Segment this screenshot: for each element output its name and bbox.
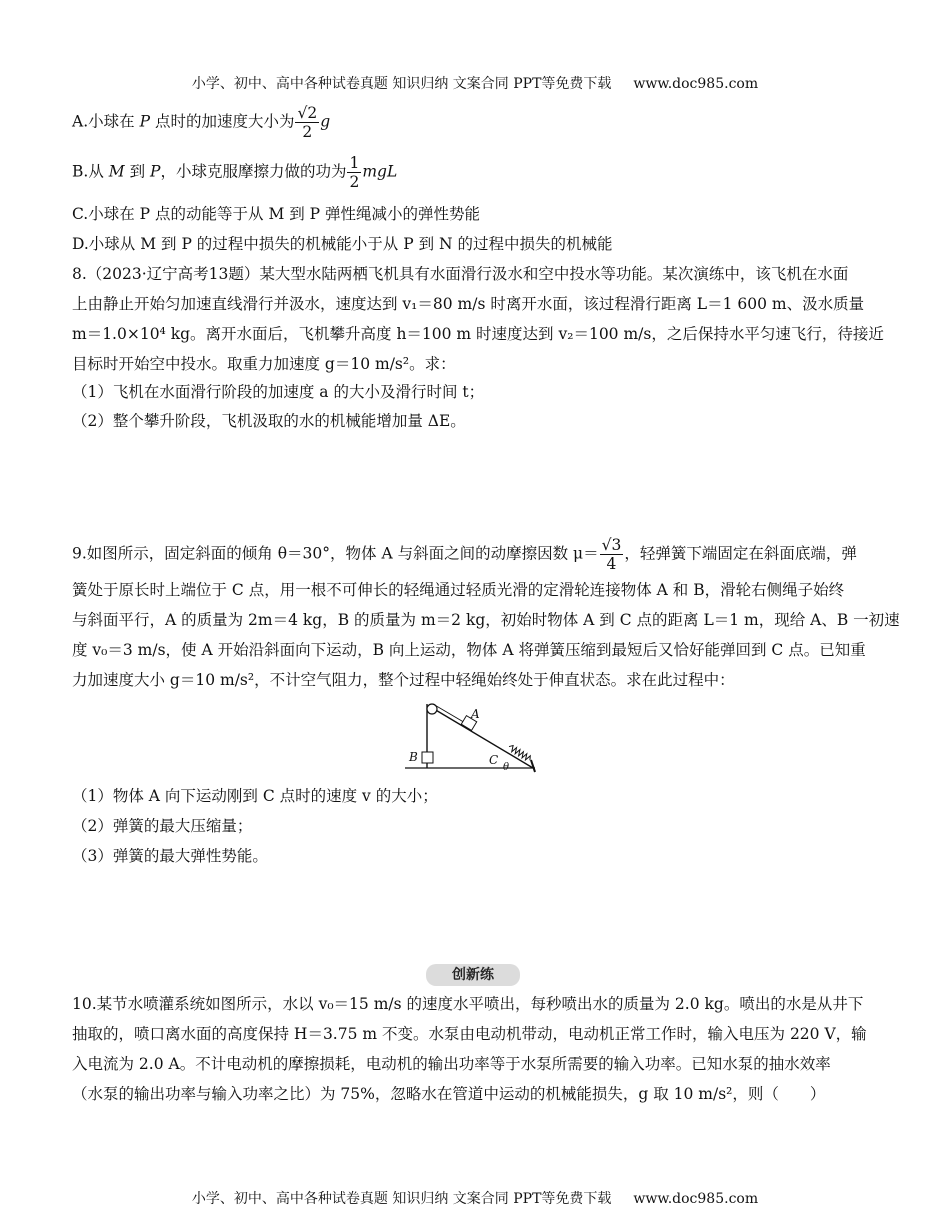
section-tag-innovation: 创新练 (426, 964, 520, 986)
q9-line-2: 簧处于原长时上端位于 C 点，用一根不可伸长的轻绳通过轻质光滑的定滑轮连接物体 A 和 B，滑轮右侧绳子始终 (72, 581, 845, 599)
q8-line-1: 8.（2023·辽宁高考13题）某大型水陆两栖飞机具有水面滑行汲水和空中投水等功能。某次演练中，该飞机在水面 (72, 265, 849, 283)
q9-line-5: 力加速度大小 g＝10 m/s²，不计空气阻力，整个过程中轻绳始终处于伸直状态。求在此过程中： (72, 671, 735, 689)
q7-option-a (72, 104, 330, 141)
var-m: M (108, 162, 125, 181)
q10-line-4: （水泵的输出功率与输入功率之比）为 75%，忽略水在管道中运动的机械能损失，g 取 10 m/s²，则（ ） (72, 1085, 826, 1103)
q10-line-2: 抽取的，喷口离水面的高度保持 H＝3.75 m 不变。水泵由电动机带动，电动机正常工作时，输入电压为 220 V，输 (72, 1025, 867, 1043)
q7-b-den: 2 (349, 173, 360, 191)
q7-b-text-mid2: ，小球克服摩擦力做的功为 (160, 162, 347, 181)
q7-a-fraction (295, 104, 319, 141)
q8-part-1: （1）飞机在水面滑行阶段的加速度 a 的大小及滑行时间 t； (72, 383, 485, 401)
q8-line-4: 目标时开始空中投水。取重力加速度 g＝10 m/s²。求： (72, 355, 456, 373)
q7-b-text-mid: 到 (129, 162, 146, 181)
q9-line-1 (72, 536, 857, 573)
rope-right (433, 704, 467, 724)
q7-a-text-mid: 点时的加速度大小为 (154, 112, 295, 131)
q9-part-2: （2）弹簧的最大压缩量； (72, 817, 253, 835)
q7-option-c: C.小球在 P 点的动能等于从 M 到 P 弹性绳减小的弹性势能 (72, 205, 481, 223)
q7-a-text-pre: A.小球在 (72, 112, 135, 131)
q7-b-num: 1 (349, 154, 360, 172)
q7-option-d: D.小球从 M 到 P 的过程中损失的机械能小于从 P 到 N 的过程中损失的机械能 (72, 235, 613, 253)
q9-mu-den: 4 (606, 555, 617, 573)
label-theta: θ (503, 762, 510, 773)
var-p-2: P (150, 162, 161, 181)
q7-a-post: g (320, 112, 331, 131)
page-header (0, 73, 950, 93)
q7-option-b (72, 154, 397, 191)
q8-line-2: 上由静止开始匀加速直线滑行并汲水，速度达到 v₁＝80 m/s 时离开水面，该过程滑行距离 L＝1 600 m、汲水质量 (72, 295, 865, 313)
q7-a-num: √2 (297, 104, 318, 122)
q7-b-fraction (347, 154, 361, 191)
incline-surface (429, 706, 533, 768)
q9-l1-post: ，轻弹簧下端固定在斜面底端，弹 (624, 544, 857, 563)
q9-mu-fraction (600, 536, 624, 573)
q10-line-1: 10.某节水喷灌系统如图所示，水以 v₀＝15 m/s 的速度水平喷出，每秒喷出水的质量为 2.0 kg。喷出的水是从井下 (72, 995, 864, 1013)
label-c: C (489, 753, 499, 767)
var-p: P (139, 112, 150, 131)
label-a: A (471, 707, 480, 721)
q9-l1-pre: 9.如图所示，固定斜面的倾角 θ＝30°，物体 A 与斜面之间的动摩擦因数 μ＝ (72, 544, 599, 563)
q10-line-3: 入电流为 2.0 A。不计电动机的摩擦损耗，电动机的输出功率等于水泵所需要的输入功率。已知水泵的抽水效率 (72, 1055, 831, 1073)
q9-part-3: （3）弹簧的最大弹性势能。 (72, 847, 268, 865)
incline-figure (405, 700, 545, 778)
q8-line-3: m＝1.0×10⁴ kg。离开水面后，飞机攀升高度 h＝100 m 时速度达到 v₂＝100 m/s，之后保持水平匀速飞行，待接近 (72, 325, 884, 343)
q9-mu-num: √3 (601, 536, 622, 554)
header-text: 小学、初中、高中各种试卷真题 知识归纳 文案合同 PPT等免费下载 (191, 76, 612, 92)
q9-line-3: 与斜面平行，A 的质量为 2m＝4 kg，B 的质量为 m＝2 kg，初始时物体 A 到 C 点的距离 L＝1 m，现给 A、B 一初速 (72, 611, 900, 629)
q9-line-4: 度 v₀＝3 m/s，使 A 开始沿斜面向下运动，B 向上运动，物体 A 将弹簧压缩到最短后又恰好能弹回到 C 点。已知重 (72, 641, 866, 659)
header-url: www.doc985.com (633, 76, 759, 92)
footer-text: 小学、初中、高中各种试卷真题 知识归纳 文案合同 PPT等免费下载 (191, 1191, 612, 1207)
q7-a-den: 2 (302, 123, 313, 141)
label-b: B (409, 750, 418, 764)
spring-wall (531, 760, 535, 772)
q8-part-2: （2）整个攀升阶段，飞机汲取的水的机械能增加量 ΔE。 (72, 412, 466, 430)
page-footer (0, 1188, 950, 1208)
q7-b-post: mgL (362, 162, 398, 181)
q9-part-1: （1）物体 A 向下运动刚到 C 点时的速度 v 的大小； (72, 787, 438, 805)
footer-url: www.doc985.com (633, 1191, 759, 1207)
block-b (422, 752, 433, 763)
incline-diagram (405, 700, 545, 778)
q7-b-text-pre: B.从 (72, 162, 104, 181)
